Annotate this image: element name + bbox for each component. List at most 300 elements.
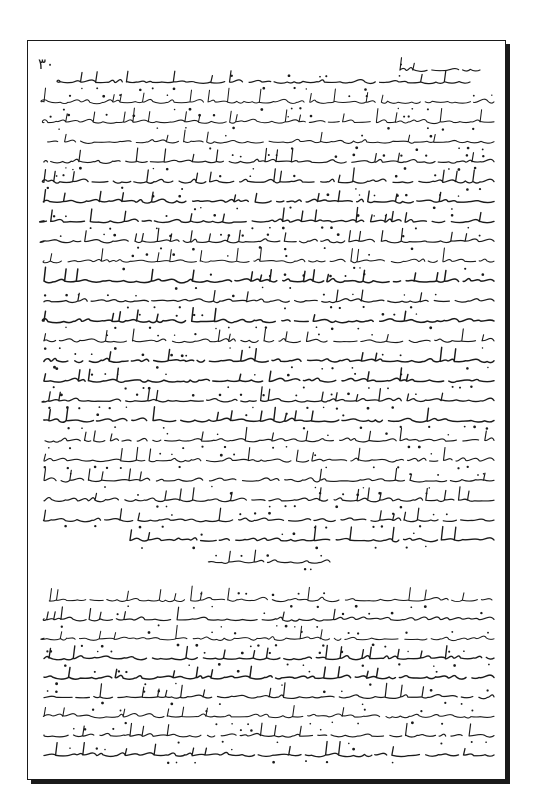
upper-block-diacritic-dot — [67, 427, 69, 429]
upper-block-diacritic-dot — [359, 267, 361, 269]
upper-block-diacritic-dot — [466, 367, 469, 370]
upper-block-diacritic-dot — [269, 506, 271, 508]
lower-block-diacritic-dot — [275, 644, 277, 646]
upper-block-diacritic-dot — [242, 234, 244, 236]
upper-block-diacritic-dot — [479, 235, 481, 237]
handwritten-text-lines — [40, 58, 494, 757]
upper-block-diacritic-dot — [213, 214, 216, 217]
upper-block-diacritic-dot — [473, 95, 475, 97]
upper-block-diacritic-dot — [72, 169, 73, 170]
upper-block-diacritic-dot — [361, 135, 363, 137]
lower-block-line-9 — [44, 742, 494, 757]
lower-block-diacritic-dot — [463, 650, 465, 652]
upper-block-diacritic-dot — [63, 109, 65, 111]
upper-block-diacritic-dot — [470, 386, 472, 388]
upper-block-diacritic-dot — [345, 275, 347, 277]
lower-block-diacritic-dot — [245, 593, 247, 595]
upper-block-diacritic-dot — [174, 109, 176, 111]
upper-block-diacritic-dot — [335, 505, 338, 508]
upper-block-diacritic-dot — [437, 474, 439, 476]
upper-block-diacritic-dot — [260, 108, 263, 111]
upper-block-diacritic-dot — [104, 373, 106, 375]
upper-block-diacritic-dot — [167, 94, 169, 96]
upper-block-diacritic-dot — [430, 135, 433, 138]
upper-block-diacritic-dot — [219, 394, 222, 397]
upper-block-diacritic-dot — [474, 167, 477, 170]
upper-block-diacritic-dot — [106, 114, 108, 116]
upper-block-diacritic-dot — [286, 446, 288, 448]
lower-block-diacritic-dot — [332, 722, 334, 724]
upper-block-line-12 — [44, 290, 494, 302]
upper-block-diacritic-dot — [233, 454, 235, 456]
lower-block-diacritic-dot — [420, 710, 422, 712]
upper-block-diacritic-dot — [249, 175, 251, 177]
upper-block-diacritic-dot — [69, 95, 71, 97]
upper-block-diacritic-dot — [152, 195, 155, 198]
upper-block-diacritic-dot — [276, 154, 278, 156]
upper-block-diacritic-dot — [327, 434, 329, 436]
upper-block-diacritic-dot — [53, 386, 55, 388]
lower-block-diacritic-dot — [55, 691, 58, 694]
upper-block-diacritic-dot — [415, 227, 417, 229]
upper-block-diacritic-dot — [146, 253, 149, 256]
lower-block-diacritic-dot — [348, 743, 350, 745]
signature-diacritic-dot — [266, 554, 269, 557]
upper-block-diacritic-dot — [371, 334, 373, 336]
lower-block-diacritic-dot — [218, 663, 221, 666]
upper-block-diacritic-dot — [435, 294, 437, 296]
upper-block-diacritic-dot — [59, 347, 61, 349]
upper-block-diacritic-dot — [104, 486, 106, 488]
lower-block-diacritic-dot — [94, 671, 96, 673]
lower-block-diacritic-dot — [384, 646, 386, 648]
upper-block-diacritic-dot — [195, 287, 197, 289]
upper-block-line-2 — [41, 88, 494, 104]
upper-block-diacritic-dot — [139, 526, 142, 529]
lower-block-diacritic-dot — [277, 741, 279, 743]
folio-mark: ٣٠ — [38, 55, 55, 73]
lower-block-diacritic-dot — [372, 643, 375, 646]
upper-block-diacritic-dot — [482, 148, 484, 150]
upper-block-diacritic-dot — [303, 427, 305, 429]
upper-block-diacritic-dot — [284, 273, 287, 276]
upper-block-diacritic-dot — [405, 194, 408, 197]
lower-block-diacritic-dot — [250, 646, 252, 648]
upper-block-diacritic-dot — [114, 347, 117, 350]
upper-block-diacritic-dot — [418, 446, 421, 449]
upper-block-diacritic-dot — [185, 127, 187, 129]
upper-block-diacritic-dot — [69, 447, 71, 449]
upper-block-diacritic-dot — [229, 347, 231, 349]
lower-block-line-7 — [43, 706, 494, 718]
upper-block-diacritic-dot — [367, 407, 370, 410]
upper-block-diacritic-dot — [373, 215, 375, 217]
upper-block-diacritic-dot — [78, 294, 80, 296]
lower-block-diacritic-dot — [219, 703, 221, 705]
lower-block-diacritic-dot — [158, 690, 161, 693]
lower-block-diacritic-dot — [204, 652, 206, 654]
upper-block-diacritic-dot — [382, 354, 384, 356]
upper-block-diacritic-dot — [382, 313, 385, 316]
upper-block-diacritic-dot — [178, 466, 180, 468]
upper-block-diacritic-dot — [91, 373, 93, 375]
upper-block-diacritic-dot — [47, 187, 49, 189]
lower-block-diacritic-dot — [357, 632, 359, 634]
upper-block-diacritic-dot — [331, 367, 333, 369]
upper-block-diacritic-dot — [132, 255, 135, 258]
lower-block-diacritic-dot — [117, 613, 119, 615]
upper-block-diacritic-dot — [166, 506, 168, 508]
upper-block-diacritic-dot — [448, 434, 450, 436]
upper-block-diacritic-dot — [253, 168, 255, 170]
lower-block-line-5 — [44, 666, 494, 679]
upper-block-diacritic-dot — [267, 233, 269, 235]
upper-block-diacritic-dot — [335, 155, 338, 158]
upper-block-diacritic-dot — [314, 526, 316, 528]
upper-block-diacritic-dot — [114, 327, 116, 329]
lower-block-diacritic-dot — [104, 749, 106, 751]
upper-block-diacritic-dot — [194, 208, 196, 210]
upper-block-diacritic-dot — [482, 347, 483, 348]
upper-block-diacritic-dot — [284, 248, 286, 250]
upper-block-diacritic-dot — [268, 154, 270, 156]
upper-block-diacritic-dot — [175, 287, 178, 290]
upper-block-diacritic-dot — [425, 492, 427, 494]
upper-block-diacritic-dot — [287, 374, 290, 377]
upper-block-diacritic-dot — [491, 95, 492, 96]
upper-block-diacritic-dot — [291, 147, 293, 149]
signature-diacritic-dot — [215, 555, 217, 557]
upper-block-diacritic-dot — [411, 248, 414, 251]
upper-block-diacritic-dot — [136, 394, 138, 396]
upper-block-diacritic-dot — [295, 394, 297, 396]
lower-block-diacritic-dot — [448, 651, 450, 653]
upper-block-diacritic-dot — [269, 227, 271, 229]
lower-block-diacritic-dot — [148, 631, 151, 634]
upper-block-diacritic-dot — [282, 227, 285, 230]
upper-block-diacritic-dot — [181, 188, 183, 190]
upper-block-diacritic-dot — [181, 354, 184, 357]
upper-block-diacritic-dot — [446, 513, 448, 515]
upper-block-diacritic-dot — [139, 89, 142, 92]
signature-diacritic-dot — [320, 555, 322, 557]
lower-block-diacritic-dot — [211, 606, 212, 607]
upper-block-diacritic-dot — [120, 467, 122, 469]
upper-block-diacritic-dot — [262, 394, 264, 396]
upper-block-diacritic-dot — [353, 267, 355, 269]
upper-block-diacritic-dot — [96, 87, 98, 89]
upper-block-diacritic-dot — [220, 454, 223, 457]
upper-block-diacritic-dot — [56, 175, 58, 177]
upper-block-diacritic-dot — [429, 487, 431, 489]
upper-block-diacritic-dot — [327, 193, 330, 196]
upper-block-diacritic-dot — [289, 287, 291, 289]
upper-block-diacritic-dot — [254, 374, 256, 376]
upper-block-diacritic-dot — [442, 128, 444, 130]
lower-block-diacritic-dot — [461, 703, 463, 705]
upper-block-diacritic-dot — [285, 413, 287, 415]
upper-block-diacritic-dot — [156, 366, 159, 369]
lower-block-line-6 — [44, 683, 494, 699]
upper-block-diacritic-dot — [315, 547, 318, 550]
upper-block-diacritic-dot — [245, 414, 247, 416]
lower-block-diacritic-dot — [240, 729, 242, 731]
upper-block-diacritic-dot — [375, 547, 377, 549]
upper-block-diacritic-dot — [139, 314, 141, 316]
lower-block-diacritic-dot — [64, 664, 67, 667]
upper-block-diacritic-dot — [239, 513, 241, 515]
lower-block-diacritic-dot — [272, 761, 275, 764]
upper-block-line-21 — [44, 469, 494, 483]
upper-block-diacritic-dot — [408, 115, 410, 117]
lower-block-diacritic-dot — [55, 682, 58, 685]
upper-block-diacritic-dot — [318, 333, 320, 335]
upper-block-diacritic-dot — [433, 206, 436, 209]
lower-block-line-8 — [44, 723, 494, 737]
upper-block-diacritic-dot — [68, 114, 71, 117]
upper-block-diacritic-dot — [416, 148, 419, 151]
upper-block-diacritic-dot — [342, 493, 344, 495]
upper-block-diacritic-dot — [356, 493, 359, 496]
lower-block-diacritic-dot — [352, 748, 355, 751]
lower-block-diacritic-dot — [167, 762, 169, 764]
upper-block-diacritic-dot — [431, 453, 433, 455]
upper-block-diacritic-dot — [433, 514, 435, 516]
upper-block-diacritic-dot — [109, 407, 111, 409]
upper-block-diacritic-dot — [198, 114, 201, 117]
lower-block-diacritic-dot — [73, 728, 75, 730]
upper-block-diacritic-dot — [171, 514, 173, 516]
lower-block-diacritic-dot — [298, 593, 300, 595]
upper-block-diacritic-dot — [272, 447, 274, 449]
upper-block-diacritic-dot — [210, 274, 212, 276]
upper-block-diacritic-dot — [293, 87, 295, 89]
upper-block-diacritic-dot — [355, 146, 358, 149]
upper-block-diacritic-dot — [397, 466, 399, 468]
upper-block-diacritic-dot — [404, 294, 405, 295]
lower-block-diacritic-dot — [362, 703, 364, 705]
upper-block-diacritic-dot — [464, 426, 466, 428]
lower-block-diacritic-dot — [320, 729, 322, 731]
lower-block-diacritic-dot — [125, 671, 127, 673]
upper-block-diacritic-dot — [425, 546, 427, 548]
upper-block-diacritic-dot — [396, 194, 399, 197]
upper-block-diacritic-dot — [459, 387, 461, 389]
upper-block-diacritic-dot — [91, 353, 93, 355]
lower-block-diacritic-dot — [158, 624, 160, 626]
lower-block-diacritic-dot — [188, 664, 190, 666]
lower-block-diacritic-dot — [486, 689, 488, 691]
upper-block-line-11 — [44, 267, 494, 283]
upper-block-diacritic-dot — [163, 427, 165, 429]
lower-block-diacritic-dot — [440, 742, 442, 744]
upper-block-diacritic-dot — [303, 386, 305, 388]
upper-block-diacritic-dot — [251, 227, 253, 229]
upper-block-diacritic-dot — [103, 234, 105, 236]
upper-block-diacritic-dot — [402, 235, 404, 237]
upper-block-diacritic-dot — [185, 355, 187, 357]
lower-block-diacritic-dot — [120, 710, 122, 712]
upper-block-diacritic-dot — [427, 127, 429, 129]
lower-block-diacritic-dot — [310, 723, 312, 725]
lower-block-diacritic-dot — [362, 664, 364, 666]
lower-block-diacritic-dot — [342, 613, 344, 615]
upper-block-diacritic-dot — [339, 307, 341, 309]
lower-block-diacritic-dot — [317, 606, 319, 608]
lower-block-diacritic-dot — [110, 651, 112, 653]
lower-block-diacritic-dot — [200, 593, 202, 595]
upper-block-diacritic-dot — [201, 314, 203, 316]
lower-block-diacritic-dot — [101, 702, 104, 705]
lower-block-diacritic-dot — [309, 671, 311, 673]
upper-block-diacritic-dot — [262, 87, 265, 90]
lower-block-diacritic-dot — [193, 607, 195, 609]
upper-block-diacritic-dot — [472, 128, 474, 130]
upper-block-diacritic-dot — [482, 155, 484, 157]
lower-block-line-3 — [41, 625, 494, 640]
upper-block-diacritic-dot — [65, 215, 67, 217]
lower-block-diacritic-dot — [46, 650, 48, 652]
upper-block-diacritic-dot — [142, 353, 145, 356]
upper-block-diacritic-dot — [262, 287, 264, 289]
lower-block-diacritic-dot — [127, 605, 129, 607]
upper-block-diacritic-dot — [165, 374, 167, 376]
upper-block-diacritic-dot — [408, 446, 411, 449]
upper-block-diacritic-dot — [393, 314, 395, 316]
upper-block-line-14 — [44, 329, 494, 343]
upper-block-diacritic-dot — [109, 228, 111, 230]
upper-block-diacritic-dot — [156, 227, 158, 229]
upper-block-diacritic-dot — [66, 406, 69, 409]
upper-block-diacritic-dot — [284, 307, 286, 309]
lower-block-diacritic-dot — [222, 741, 224, 743]
upper-block-diacritic-dot — [363, 273, 365, 275]
upper-block-diacritic-dot — [228, 234, 231, 237]
upper-block-diacritic-dot — [152, 87, 154, 89]
upper-block-diacritic-dot — [178, 195, 181, 198]
upper-block-line-20 — [44, 447, 494, 462]
upper-block-diacritic-dot — [467, 466, 469, 468]
lower-block-line-1 — [49, 586, 492, 601]
upper-block-diacritic-dot — [316, 326, 318, 328]
lower-block-diacritic-dot — [194, 762, 196, 764]
lower-block-diacritic-dot — [391, 612, 394, 615]
upper-block-diacritic-dot — [58, 128, 60, 130]
upper-block-diacritic-dot — [337, 233, 340, 236]
upper-block-diacritic-dot — [127, 306, 129, 308]
upper-block-diacritic-dot — [398, 108, 399, 109]
upper-block-diacritic-dot — [94, 466, 97, 469]
upper-block-diacritic-dot — [319, 76, 321, 78]
upper-block-diacritic-dot — [269, 275, 271, 277]
upper-block-diacritic-dot — [201, 534, 203, 536]
upper-block-diacritic-dot — [255, 327, 257, 329]
upper-block-diacritic-dot — [48, 407, 50, 409]
upper-block-diacritic-dot — [124, 387, 126, 389]
upper-block-diacritic-dot — [482, 273, 485, 276]
upper-block-diacritic-dot — [321, 226, 323, 228]
upper-block-diacritic-dot — [419, 525, 421, 527]
upper-block-diacritic-dot — [306, 407, 308, 409]
upper-block-diacritic-dot — [381, 525, 383, 527]
upper-block-diacritic-dot — [400, 373, 402, 375]
upper-block-diacritic-dot — [148, 387, 151, 390]
upper-block-diacritic-dot — [53, 215, 55, 217]
upper-block-diacritic-dot — [65, 294, 68, 297]
upper-block-line-1 — [57, 71, 470, 84]
lower-block-diacritic-dot — [231, 749, 232, 750]
lower-block-diacritic-dot — [276, 625, 277, 626]
lower-block-diacritic-dot — [257, 644, 259, 646]
upper-block-diacritic-dot — [171, 454, 173, 456]
lower-block-diacritic-dot — [215, 723, 217, 725]
upper-block-diacritic-dot — [215, 328, 217, 330]
lower-block-diacritic-dot — [369, 683, 371, 685]
upper-block-diacritic-dot — [331, 393, 333, 395]
upper-block-diacritic-dot — [282, 534, 284, 536]
upper-block-diacritic-dot — [265, 326, 267, 328]
upper-block-diacritic-dot — [373, 466, 375, 468]
upper-block-diacritic-dot — [107, 294, 109, 296]
lower-block-diacritic-dot — [451, 631, 453, 633]
upper-block-diacritic-dot — [404, 167, 407, 170]
upper-block-diacritic-dot — [194, 333, 196, 335]
upper-block-diacritic-dot — [363, 487, 364, 488]
signature-line-1 — [208, 550, 330, 563]
upper-block-diacritic-dot — [400, 154, 402, 156]
upper-block-diacritic-dot — [400, 506, 403, 509]
upper-block-diacritic-dot — [176, 315, 178, 317]
upper-block-diacritic-dot — [359, 194, 361, 196]
upper-block-diacritic-dot — [44, 347, 47, 350]
upper-block-diacritic-dot — [79, 167, 82, 170]
upper-block-diacritic-dot — [410, 306, 412, 308]
upper-block-diacritic-dot — [473, 426, 476, 429]
upper-block-diacritic-dot — [173, 87, 176, 90]
upper-block-diacritic-dot — [452, 386, 454, 388]
upper-block-diacritic-dot — [451, 208, 453, 210]
upper-block-diacritic-dot — [94, 525, 96, 527]
upper-block-diacritic-dot — [236, 208, 238, 210]
lower-block-diacritic-dot — [341, 691, 343, 693]
upper-block-diacritic-dot — [325, 527, 327, 529]
upper-block-line-8 — [40, 208, 494, 223]
lower-block-diacritic-dot — [237, 670, 240, 673]
upper-block-diacritic-dot — [385, 432, 388, 435]
upper-block-diacritic-dot — [200, 207, 201, 208]
upper-block-diacritic-dot — [467, 227, 469, 229]
upper-block-diacritic-dot — [78, 407, 80, 409]
upper-block-diacritic-dot — [324, 247, 326, 249]
upper-block-diacritic-dot — [302, 274, 305, 277]
upper-block-line-15 — [44, 347, 494, 362]
signature-diacritic-dot — [240, 555, 242, 557]
upper-block-diacritic-dot — [458, 195, 459, 196]
upper-block-diacritic-dot — [325, 75, 327, 77]
lower-block-diacritic-dot — [485, 741, 487, 743]
upper-block-diacritic-dot — [249, 346, 251, 348]
upper-block-diacritic-dot — [232, 295, 235, 298]
lower-block-diacritic-dot — [316, 626, 318, 628]
lower-block-diacritic-dot — [125, 722, 127, 724]
upper-block-diacritic-dot — [299, 107, 301, 109]
upper-block-diacritic-dot — [403, 116, 405, 118]
upper-block-diacritic-dot — [374, 195, 376, 197]
upper-block-diacritic-dot — [50, 116, 52, 118]
upper-block-diacritic-dot — [192, 248, 195, 251]
lower-block-diacritic-dot — [96, 747, 98, 749]
upper-block-line-18 — [44, 407, 494, 422]
